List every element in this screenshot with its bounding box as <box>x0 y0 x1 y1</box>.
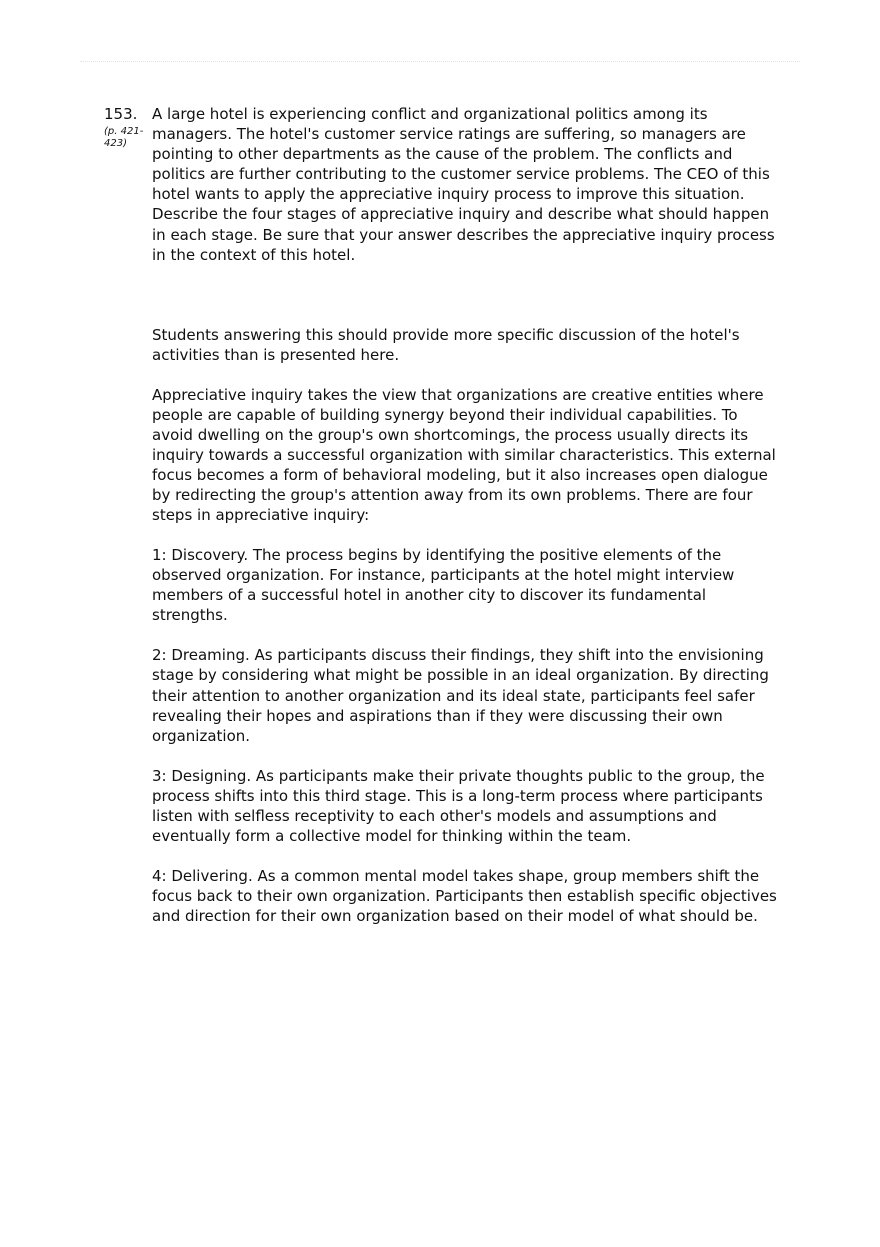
answer-paragraph-delivering: 4: Delivering. As a common mental model takes shape, group members shift the focus back to their own organization. Participants then establish specific objectives and direction for their own organization based on their model of what should be. <box>152 866 777 925</box>
answer-paragraph-intro: Students answering this should provide more specific discussion of the hotel's activities than is presented here. <box>152 325 740 364</box>
page-reference: (p. 421- 423) <box>104 126 144 149</box>
answer-paragraph-overview: Appreciative inquiry takes the view that organizations are creative entities where people are capable of building synergy beyond their individual capabilities. To avoid dwelling on the group's own shortcomings, the process usually directs its inquiry towards a successful organization with similar characteristics. This external focus becomes a form of behavioral modeling, but it also increases open dialogue by redirecting the group's attention away from its own problems. There are four steps in appreciative inquiry: <box>152 385 776 525</box>
question-number: 153. <box>104 105 138 123</box>
answer-section <box>152 325 782 926</box>
question-body <box>152 104 782 946</box>
answer-paragraph-designing: 3: Designing. As participants make their private thoughts public to the group, the process shifts into this third stage. This is a long-term process where participants listen with selfless receptivity to each other's models and assumptions and eventually form a collective model for thinking within the team. <box>152 766 765 845</box>
answer-paragraph-dreaming: 2: Dreaming. As participants discuss their findings, they shift into the envisioning stage by considering what might be possible in an ideal organization. By directing their attention to another organization and its ideal state, participants feel safer revealing their hopes and aspirations than if they were discussing their own organization. <box>152 646 769 745</box>
answer-paragraph-discovery: 1: Discovery. The process begins by identifying the positive elements of the observed organization. For instance, participants at the hotel might interview members of a successful hotel in another city to discover its fundamental strengths. <box>152 546 735 625</box>
header-divider <box>80 61 800 62</box>
question-text: A large hotel is experiencing conflict and organizational politics among its managers. The hotel's customer service ratings are suffering, so managers are pointing to other departments as the cause of the problem. The conflicts and politics are further contributing to the customer service problems. The CEO of this hotel wants to apply the appreciative inquiry process to improve this situation. Describe the four stages of appreciative inquiry and describe what should happen in each stage. Be sure that your answer describes the appreciative inquiry process in the context of this hotel. <box>152 105 775 264</box>
